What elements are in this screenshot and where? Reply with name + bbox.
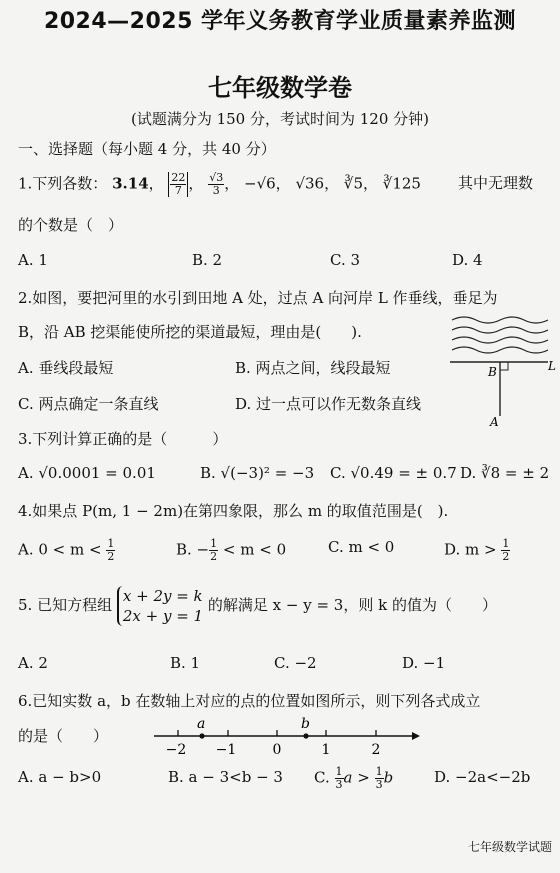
label-l: L: [548, 359, 556, 373]
q4-option-b: [176, 538, 286, 563]
question-2-stem-a: 2.如图，要把河里的水引到田地 A 处，过点 A 向河岸 L 作垂线，垂足为: [18, 289, 498, 307]
q4-b-den: 2: [210, 550, 218, 563]
q4-a-num: 1: [107, 537, 115, 550]
river-figure: [448, 312, 556, 430]
q2-option-c: C. 两点确定一条直线: [18, 395, 159, 413]
q1-sqrt3-num: √3: [209, 171, 224, 184]
q1-cbrt5: ∛5: [343, 174, 363, 193]
question-2-stem-b: B，沿 AB 挖渠能使所挖的渠道最短，理由是( ).: [18, 323, 362, 341]
question-1-stem: 1.下列各数： 3.14， $\frac{22}{7}$ ， $\frac{√3}{3}$ ， −√6， √36， ∛5， ∛125: [18, 171, 421, 197]
q1-option-a: A. 1: [18, 251, 48, 269]
q4-d-num: 1: [502, 537, 510, 550]
q5-option-d: D. −1: [402, 654, 446, 672]
q5-option-b: B. 1: [170, 654, 201, 672]
q6-option-a: A. a − b>0: [18, 768, 102, 786]
q5-stem-b: 的解满足 x − y = 3，则 k 的值为（ ）: [207, 596, 497, 614]
q5-option-c: C. −2: [274, 654, 317, 672]
q6-c-pre: C.: [314, 768, 330, 787]
q4-d-den: 2: [502, 550, 510, 563]
label-b: B: [488, 365, 497, 379]
q1-option-b: B. 2: [192, 251, 223, 269]
question-3-stem: 3.下列计算正确的是（ ）: [18, 430, 228, 448]
q3-option-d: D. ∛8 = ± 2: [460, 464, 550, 482]
tick-label-1: 1: [321, 742, 331, 758]
q6-c-den1: 3: [335, 778, 343, 791]
q1-sqrt3-den: 3: [212, 184, 220, 197]
q3-option-a: A. √0.0001 = 0.01: [18, 464, 156, 482]
tick-label-0: 0: [272, 742, 282, 758]
point-a-label: a: [197, 716, 206, 732]
tick-label-neg1: −1: [215, 742, 237, 758]
equation-system: [117, 586, 203, 626]
question-6-stem-b: 的是（ ）: [18, 727, 109, 745]
point-a-dot: [199, 733, 204, 738]
river-wave-4: [452, 347, 548, 353]
q1-cbrt125: ∛125: [382, 174, 421, 193]
question-1-stem-c: 的个数是（ ）: [18, 216, 124, 234]
question-5-stem: [18, 586, 497, 626]
q1-abs-fraction: [168, 172, 188, 197]
exam-subtitle: 七年级数学卷: [208, 74, 352, 102]
river-wave-1: [452, 317, 548, 323]
q2-option-a: A. 垂线段最短: [18, 359, 114, 377]
q4-b-text: B. −: [176, 540, 210, 559]
question-6-stem-a: 6.已知实数 a，b 在数轴上对应的点的位置如图所示，则下列各式成立: [18, 692, 481, 710]
q6-option-d: D. −2a<−2b: [434, 768, 531, 786]
q4-option-c: C. m < 0: [328, 538, 395, 556]
point-b-label: b: [301, 716, 310, 732]
q3-option-b: B. √(−3)² = −3: [200, 464, 315, 482]
tick-label-2: 2: [371, 742, 381, 758]
q6-c-den2: 3: [375, 778, 383, 791]
exam-note: (试题满分为 150 分，考试时间为 120 分钟): [130, 110, 430, 128]
q4-option-d: [444, 538, 510, 563]
q1-number-314: 3.14: [112, 174, 149, 193]
q1-stem-a: 1.下列各数：: [18, 174, 108, 193]
q3-option-c: C. √0.49 = ± 0.7: [330, 464, 457, 482]
river-wave-2: [452, 327, 548, 333]
axis-arrow-icon: [412, 732, 420, 740]
q6-option-b: B. a − 3<b − 3: [168, 768, 283, 786]
exam-title: 2024—2025 学年义务教育学业质量素养监测: [43, 9, 517, 34]
q4-b-num: 1: [210, 537, 218, 550]
q6-c-num1: 1: [335, 765, 343, 778]
number-line: [150, 712, 420, 760]
q4-b-post: < m < 0: [222, 540, 287, 559]
tick-label-neg2: −2: [165, 742, 187, 758]
section-heading: 一、选择题（每小题 4 分，共 40 分）: [18, 140, 276, 158]
river-wave-3: [452, 337, 548, 343]
q4-a-den: 2: [107, 550, 115, 563]
question-4-stem: 4.如果点 P(m, 1 − 2m)在第四象限，那么 m 的取值范围是( ).: [18, 502, 449, 520]
q2-option-b: B. 两点之间，线段最短: [235, 359, 391, 377]
point-b-dot: [303, 733, 308, 738]
q4-a-text: A. 0 < m <: [18, 540, 102, 559]
q5-stem-a: 5. 已知方程组: [18, 596, 113, 614]
label-a: A: [490, 415, 499, 429]
q1-sqrt36: √36: [295, 174, 325, 193]
q6-c-var1: a >: [343, 768, 370, 787]
page-footer: 七年级数学试题: [467, 840, 552, 854]
q4-d-text: D. m >: [444, 540, 497, 559]
q1-option-d: D. 4: [452, 251, 483, 269]
q6-option-c: [314, 766, 393, 791]
q1-option-c: C. 3: [330, 251, 361, 269]
q6-c-num2: 1: [375, 765, 383, 778]
equation-1: x + 2y = k: [122, 587, 203, 605]
q1-frac-den: 7: [174, 184, 182, 197]
q4-option-a: [18, 538, 115, 563]
question-1-stem-b: 其中无理数: [458, 174, 534, 192]
q2-option-d: D. 过一点可以作无数条直线: [235, 395, 422, 413]
q5-option-a: A. 2: [18, 654, 48, 672]
equation-2: 2x + y = 1: [122, 607, 204, 625]
q1-frac-num: 22: [171, 171, 186, 184]
q1-neg-sqrt6: −√6: [244, 174, 276, 193]
right-angle-mark: [500, 362, 508, 370]
q6-c-var2: b: [383, 768, 394, 787]
